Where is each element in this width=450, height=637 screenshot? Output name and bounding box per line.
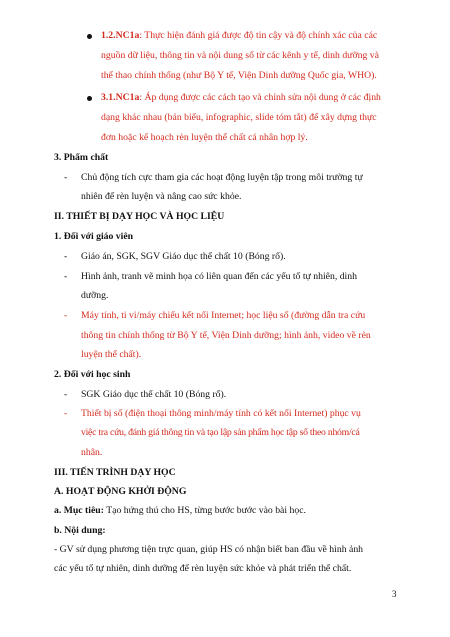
list-dash: - [64, 309, 68, 321]
student-heading: 2. Đối với học sinh [54, 368, 131, 380]
teacher-item-3-line-3: luyện thể chất). [81, 348, 142, 360]
student-item-2-line-2: việc tra cứu, đánh giá thông tin và tạo lập sản phẩm học tập số theo nhóm/cá [81, 426, 360, 438]
teacher-heading: 1. Đối với giáo viên [54, 230, 134, 242]
qualities-line-1: Chủ động tích cực tham gia các hoạt động luyện tập trong môi trường tự [81, 171, 363, 183]
teacher-item-3-line-1: Máy tính, ti vi/máy chiếu kết nối Internet; học liệu số (đường dẫn tra cứu [81, 309, 366, 321]
objective-1-code: 1.2.NC1a [101, 30, 140, 41]
teacher-item-2-line-2: dưỡng. [81, 289, 109, 301]
content-line-1: - GV sử dụng phương tiện trực quan, giúp HS có nhận biết ban đầu về hình ảnh [54, 543, 364, 555]
objective-2-line-2: dạng khác nhau (bản biểu, infographic, slide tóm tắt) để xây dựng thực [101, 112, 377, 124]
list-dash: - [64, 270, 68, 282]
list-dash: - [64, 250, 68, 262]
objective-2-line-3: đơn hoặc kế hoạch rèn luyện thể chất cá nhân hợp lý. [101, 132, 308, 143]
objective-label: a. Mục tiêu: [54, 504, 104, 516]
teacher-item-3-line-2: thông tin chính thống từ Bộ Y tế, Viện Dinh dưỡng; hình ảnh, video về rèn [81, 329, 371, 341]
page-number: 3 [392, 589, 397, 599]
content-heading: b. Nội dung: [54, 524, 106, 536]
teacher-item-1: Giáo án, SGK, SGV Giáo dục thể chất 10 (Bóng rổ). [81, 250, 286, 262]
objective-text: Tạo hứng thú cho HS, từng bước bước vào bài học. [103, 504, 306, 516]
objective-1-line-3: thể thao chính thống (như Bộ Y tế, Viện Dinh dưỡng Quốc gia, WHO). [101, 69, 377, 81]
qualities-heading: 3. Phẩm chất [54, 151, 109, 163]
objective-1-text: : Thực hiện đánh giá được độ tin cậy và độ chính xác của các [139, 30, 378, 41]
student-item-1: SGK Giáo dục thể chất 10 (Bóng rổ). [81, 388, 227, 400]
list-dash: - [64, 171, 68, 183]
activity-a-heading: A. HOẠT ĐỘNG KHỞI ĐỘNG [54, 485, 187, 497]
list-dash: - [64, 407, 68, 419]
teacher-item-2-line-1: Hình ảnh, tranh vẽ minh họa có liên quan đến các yếu tố tự nhiên, dinh [81, 270, 357, 282]
student-item-2-line-3: nhân. [81, 446, 103, 458]
content-line-2: các yếu tố tự nhiên, dinh dưỡng để rèn luyện sức khỏe và phát triển thể chất. [54, 563, 352, 574]
objective-2-text: : Áp dụng được các cách tạo và chỉnh sửa nội dung ở các định [139, 92, 381, 104]
objective-2-code: 3.1.NC1a [101, 92, 140, 104]
student-item-2-line-1: Thiết bị số (điện thoại thông minh/máy tính có kết nối Internet) phục vụ [81, 407, 361, 419]
section-2-heading: II. THIẾT BỊ DẠY HỌC VÀ HỌC LIỆU [54, 210, 225, 222]
list-dash: - [64, 388, 68, 400]
qualities-line-2: nhiên để rèn luyện và nâng cao sức khỏe. [81, 190, 242, 202]
section-3-heading: III. TIẾN TRÌNH DẠY HỌC [54, 466, 176, 478]
objective-1-line-2: nguồn dữ liệu, thông tin và nội dung số từ các kênh y tế, dinh dưỡng và [101, 49, 379, 61]
